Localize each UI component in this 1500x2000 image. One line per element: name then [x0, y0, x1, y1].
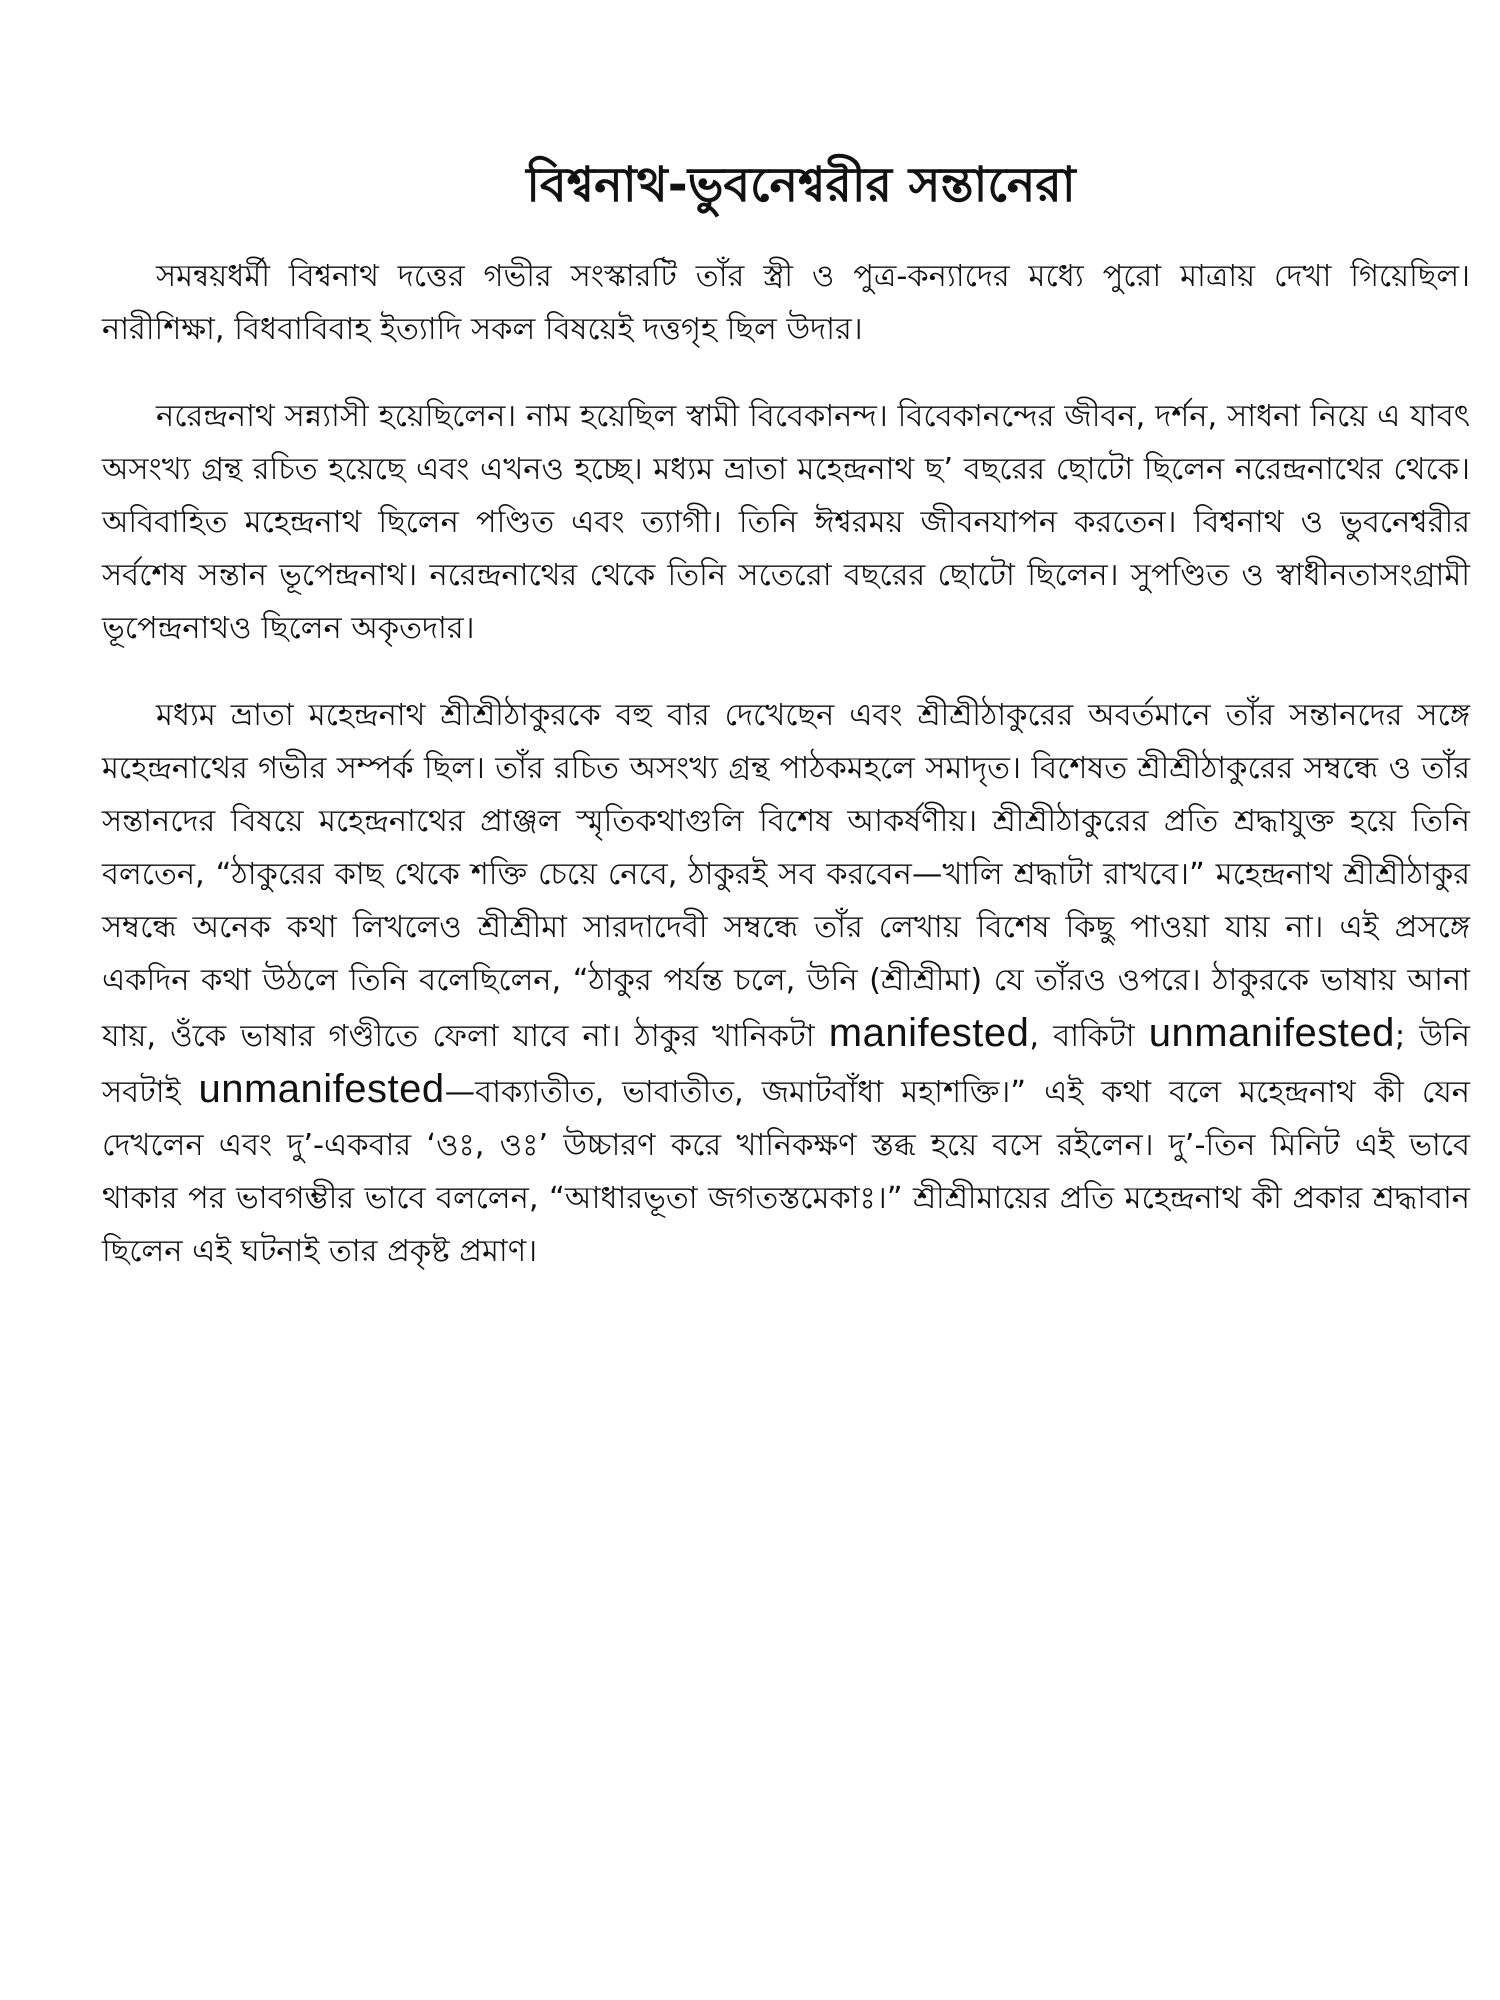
text-run: মধ্যম ভ্রাতা মহেন্দ্রনাথ শ্রীশ্রীঠাকুরকে বহু বার দেখেছেন এবং শ্রীশ্রীঠাকুরের অবর্তমানে তাঁর সন্তানদের সঙ্গে মহেন্দ্রনাথের গভীর সম্পর্ক ছিল। তাঁর রচিত অসংখ্য গ্রন্থ পাঠকমহলে সমাদৃত। বিশেষত শ্রীশ্রীঠাকুরের সম্বন্ধে ও তাঁর সন্তানদের বিষয়ে মহেন্দ্রনাথের প্রাঞ্জল স্মৃতিকথাগুলি বিশেষ আকর্ষণীয়। শ্রীশ্রীঠাকুরের প্রতি শ্রদ্ধাযুক্ত হয়ে তিনি বলতেন, “ঠাকুরের কাছ থেকে শক্তি চেয়ে নেবে, ঠাকুরই সব করবেন—খালি শ্রদ্ধাটা রাখবে।” মহেন্দ্রনাথ শ্রীশ্রীঠাকুর সম্বন্ধে অনেক কথা লিখলেও শ্রীশ্রীমা সারদাদেবী সম্বন্ধে তাঁর লেখায় বিশেষ কিছু পাওয়া যায় না। এই প্রসঙ্গে একদিন কথা উঠলে তিনি বলেছিলেন, “ঠাকুর পর্যন্ত চলে, উনি (শ্রীশ্রীমা) যে তাঁরও ওপরে। ঠাকুরকে ভাষায় আনা যায়, ওঁকে ভাষার গণ্ডীতে ফেলা যাবে না। ঠাকুর খানিকটা — [102, 698, 1470, 1054]
english-term: unmanifested — [198, 1067, 445, 1111]
document-body — [102, 250, 1470, 1278]
page-title: বিশ্বনাথ-ভুবনেশ্বরীর সন্তানেরা — [526, 157, 1076, 213]
text-run: , বাকিটা — [1029, 1019, 1149, 1054]
body-paragraph — [102, 689, 1470, 1278]
english-term: unmanifested — [1148, 1011, 1395, 1055]
english-term: manifested — [828, 1011, 1030, 1055]
text-run: নরেন্দ্রনাথ সন্ন্যাসী হয়েছিলেন। নাম হয়েছিল স্বামী বিবেকানন্দ। বিবেকানন্দের জীবন, দর্শন, সাধনা নিয়ে এ যাবৎ অসংখ্য গ্রন্থ রচিত হয়েছে এবং এখনও হচ্ছে। মধ্যম ভ্রাতা মহেন্দ্রনাথ ছ’ বছরের ছোটো ছিলেন নরেন্দ্রনাথের থেকে। অবিবাহিত মহেন্দ্রনাথ ছিলেন পণ্ডিত এবং ত্যাগী। তিনি ঈশ্বরময় জীবনযাপন করতেন। বিশ্বনাথ ও ভুবনেশ্বরীর সর্বশেষ সন্তান ভূপেন্দ্রনাথ। নরেন্দ্রনাথের থেকে তিনি সতেরো বছরের ছোটো ছিলেন। সুপণ্ডিত ও স্বাধীনতাসংগ্রামী ভূপেন্দ্রনাথও ছিলেন অকৃতদার। — [102, 399, 1470, 646]
body-paragraph — [102, 250, 1470, 356]
body-paragraph — [102, 390, 1470, 655]
text-run: —বাক্যাতীত, ভাবাতীত, জমাটবাঁধা মহাশক্তি।” এই কথা বলে মহেন্দ্রনাথ কী যেন দেখলেন এবং দু’-একবার ‘ওঃ, ওঃ’ উচ্চারণ করে খানিকক্ষণ স্তব্ধ হয়ে বসে রইলেন। দু’-তিন মিনিট এই ভাবে থাকার পর ভাবগম্ভীর ভাবে বললেন, “আধারভূতা জগতস্তমেকাঃ।” শ্রীশ্রীমায়ের প্রতি মহেন্দ্রনাথ কী প্রকার শ্রদ্ধাবান ছিলেন এই ঘটনাই তার প্রকৃষ্ট প্রমাণ। — [102, 1075, 1470, 1269]
document-page — [102, 150, 1470, 1278]
text-run: ; উনি সবটাই — [102, 1019, 1470, 1110]
text-run: সমন্বয়ধর্মী বিশ্বনাথ দত্তের গভীর সংস্কারটি তাঁর স্ত্রী ও পুত্র-কন্যাদের মধ্যে পুরো মাত্রায় দেখা গিয়েছিল। নারীশিক্ষা, বিধবাবিবাহ ইত্যাদি সকল বিষয়েই দত্তগৃহ ছিল উদার। — [102, 259, 1470, 347]
